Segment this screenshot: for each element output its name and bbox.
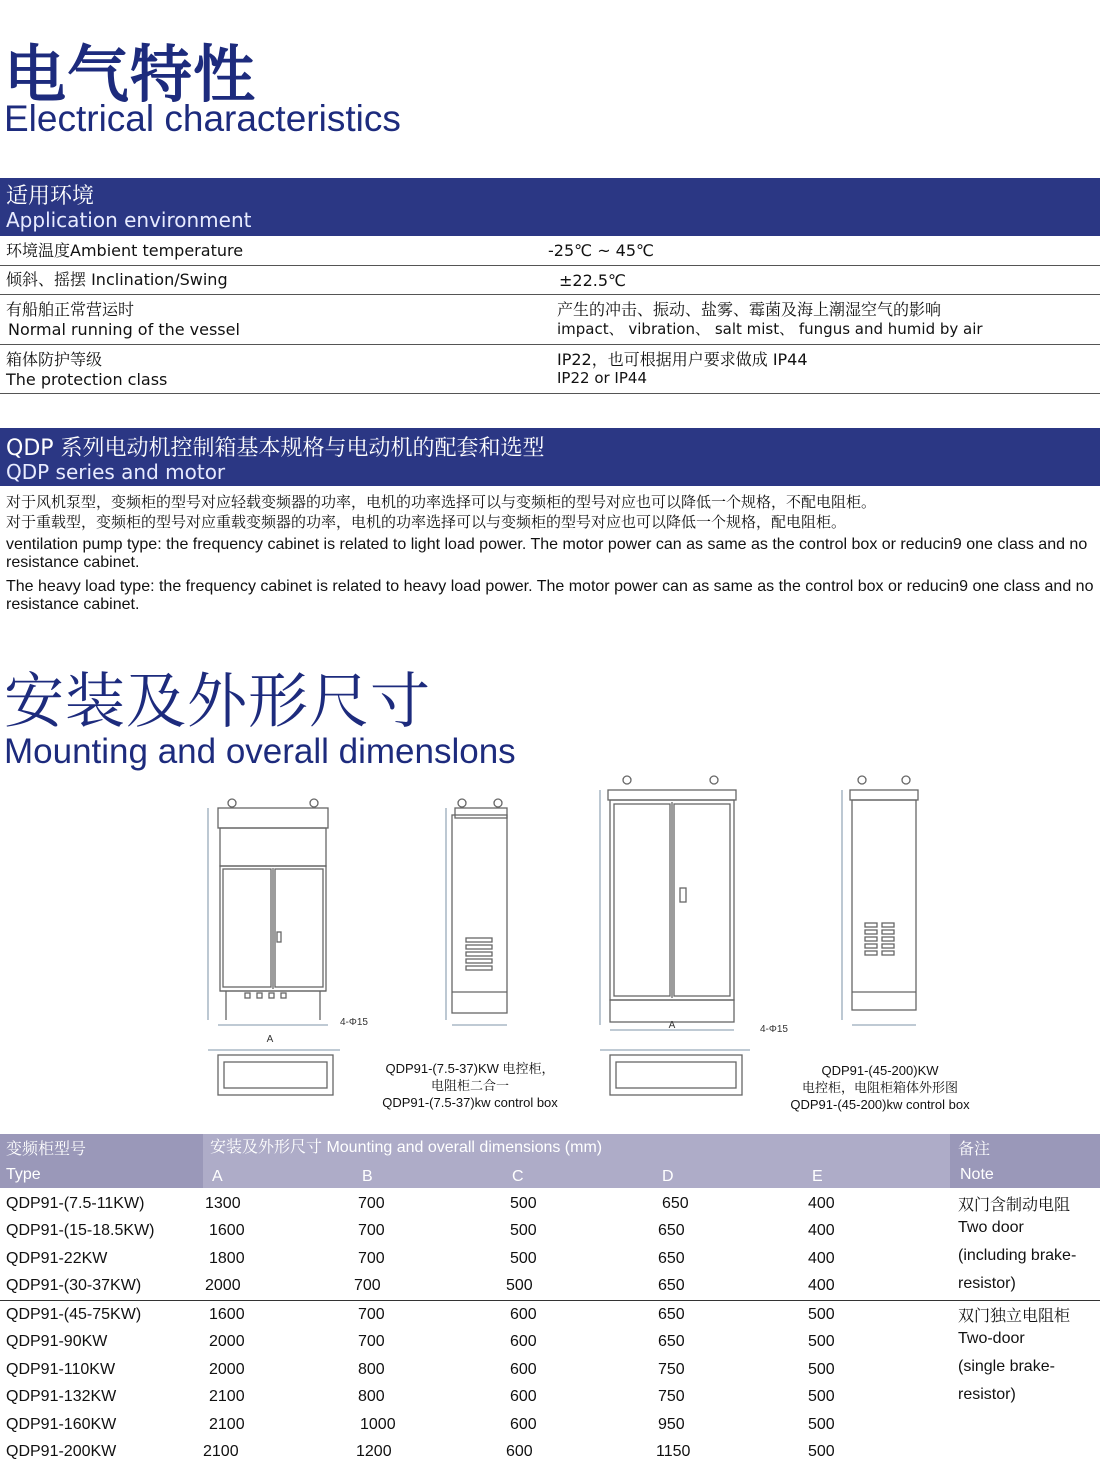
note-line: resistor): [958, 1275, 1016, 1292]
dim-label-a-large: A: [668, 1020, 676, 1031]
env-value-en: IP22 or IP44: [557, 369, 647, 387]
table-row: [0, 1442, 950, 1470]
table-row: [0, 1194, 950, 1222]
cell-c: 600: [506, 1443, 533, 1460]
cell-b: 700: [358, 1250, 385, 1267]
cabinet-side-large: [842, 776, 918, 1025]
mounting-title-cn: 安装及外形尺寸: [4, 667, 431, 737]
cell-e: 400: [808, 1195, 835, 1212]
env-key: 箱体防护等级: [6, 350, 103, 369]
table-row: [0, 1305, 950, 1333]
env-row: [0, 295, 1100, 345]
cell-d: 650: [658, 1306, 685, 1323]
cell-b: 700: [358, 1333, 385, 1350]
cell-e: 500: [808, 1333, 835, 1350]
cell-e: 500: [808, 1388, 835, 1405]
env-key: 环境温度Ambient temperature: [6, 241, 244, 260]
cell-c: 600: [510, 1416, 537, 1433]
paragraph-cn-1: 对于风机泵型，变频柜的型号对应轻载变频器的功率，电机的功率选择可以与变频柜的型号对应也可以降低一个规格，不配电阻柜。: [6, 494, 877, 511]
band-title-en: Application environment: [6, 208, 252, 232]
cell-d: 750: [658, 1361, 685, 1378]
cell-d: 650: [658, 1250, 685, 1267]
cell-e: 500: [808, 1306, 835, 1323]
cell-e: 500: [808, 1361, 835, 1378]
cell-c: 500: [510, 1195, 537, 1212]
table-header: [0, 1134, 1100, 1188]
cell-a: 2100: [209, 1388, 245, 1405]
band-title-en: QDP series and motor: [6, 460, 226, 484]
env-key-en: Normal running of the vessel: [8, 320, 240, 339]
cabinet-top-large: [600, 1050, 750, 1095]
header-col-a: A: [212, 1168, 223, 1185]
qdp-series-band: [0, 428, 1100, 486]
header-note-en: Note: [960, 1166, 994, 1183]
drawing-caption-left: [350, 1060, 590, 1111]
header-col-c: C: [512, 1168, 524, 1185]
hole-label-small: 4-Φ15: [340, 1017, 368, 1028]
cell-type: QDP91-90KW: [6, 1333, 108, 1350]
cell-type: QDP91-(7.5-11KW): [6, 1195, 145, 1212]
cell-b: 800: [358, 1361, 385, 1378]
cell-a: 2000: [209, 1333, 245, 1350]
cell-e: 400: [808, 1277, 835, 1294]
cabinet-side-small: [446, 799, 507, 1025]
cell-d: 650: [658, 1277, 685, 1294]
cabinet-top-small: [208, 1050, 340, 1095]
cell-type: QDP91-(30-37KW): [6, 1277, 142, 1294]
cell-a: 2100: [203, 1443, 239, 1460]
note-line: 双门含制动电阻: [958, 1197, 1071, 1214]
env-value: 产生的冲击、振动、盐雾、霉菌及海上潮湿空气的影响: [557, 300, 942, 319]
env-row: [0, 345, 1100, 394]
cell-a: 2100: [209, 1416, 245, 1433]
caption-line: QDP91-(45-200)kw control box: [790, 1097, 970, 1112]
header-dims: 安装及外形尺寸 Mounting and overall dimensions (mm): [210, 1139, 603, 1156]
cell-c: 600: [510, 1333, 537, 1350]
cell-d: 1150: [656, 1443, 691, 1460]
section-title-cn: 电气特性: [4, 38, 257, 111]
caption-line: 电控柜，电阻柜箱体外形图: [801, 1080, 958, 1095]
table-row: [0, 1332, 950, 1360]
note-line: resistor): [958, 1386, 1016, 1403]
cell-type: QDP91-160KW: [6, 1416, 117, 1433]
caption-line: QDP91-(45-200)KW: [821, 1063, 939, 1078]
cell-b: 800: [358, 1388, 385, 1405]
cell-b: 700: [358, 1222, 385, 1239]
cabinet-front-small: [208, 799, 328, 1025]
cell-type: QDP91-(45-75KW): [6, 1306, 142, 1323]
header-type-en: Type: [6, 1166, 41, 1183]
application-environment-band: [0, 178, 1100, 236]
header-type-cn: 变频柜型号: [6, 1141, 87, 1158]
env-key: 有船舶正常营运时: [6, 300, 135, 319]
caption-line: QDP91-(7.5-37)KW 电控柜，: [385, 1061, 555, 1076]
cell-d: 650: [658, 1222, 685, 1239]
cell-b: 700: [358, 1306, 385, 1323]
env-key: 倾斜、摇摆 Inclination/Swing: [6, 270, 228, 289]
cell-c: 600: [510, 1388, 537, 1405]
table-row: [0, 1415, 950, 1443]
cell-a: 1300: [205, 1195, 241, 1212]
table-row: [0, 1387, 950, 1415]
cell-type: QDP91-110KW: [6, 1361, 116, 1378]
caption-line: 电阻柜二合一: [430, 1078, 509, 1093]
env-key-en: The protection class: [6, 370, 168, 389]
band-title-cn: 适用环境: [6, 184, 95, 209]
cell-e: 500: [808, 1443, 835, 1460]
header-col-d: D: [662, 1168, 674, 1185]
section-title-en: Electrical characteristics: [4, 98, 401, 139]
cell-type: QDP91-200KW: [6, 1443, 117, 1460]
cell-e: 400: [808, 1222, 835, 1239]
cell-type: QDP91-22KW: [6, 1250, 108, 1267]
note-line: Two door: [958, 1219, 1024, 1236]
env-row: [0, 237, 1100, 266]
cell-c: 500: [510, 1250, 537, 1267]
env-value: IP22，也可根据用户要求做成 IP44: [557, 350, 808, 369]
cell-type: QDP91-(15-18.5KW): [6, 1222, 155, 1239]
env-value: ±22.5℃: [559, 271, 626, 290]
note-line: (single brake-: [958, 1358, 1055, 1375]
cell-b: 700: [354, 1277, 381, 1294]
cell-a: 1600: [209, 1306, 245, 1323]
cell-d: 650: [658, 1333, 685, 1350]
cell-d: 750: [658, 1388, 685, 1405]
cell-a: 1800: [209, 1250, 245, 1267]
cell-b: 1000: [360, 1416, 396, 1433]
cell-a: 1600: [209, 1222, 245, 1239]
table-row: [0, 1221, 950, 1249]
hole-label-large: 4-Φ15: [760, 1024, 788, 1035]
group-divider: [0, 1300, 1100, 1301]
env-row: [0, 266, 1100, 295]
cell-c: 500: [510, 1222, 537, 1239]
cell-a: 2000: [205, 1277, 241, 1294]
header-col-b: B: [362, 1168, 373, 1185]
caption-line: QDP91-(7.5-37)kw control box: [382, 1095, 558, 1110]
cell-e: 400: [808, 1250, 835, 1267]
dim-label-a-small: A: [266, 1034, 274, 1045]
cell-c: 600: [510, 1306, 537, 1323]
table-row: [0, 1249, 950, 1277]
dimension-table-body: [0, 1190, 1100, 1470]
cabinet-front-large: [600, 776, 736, 1030]
note-line: Two-door: [958, 1330, 1025, 1347]
note-line: (including brake-: [958, 1247, 1077, 1264]
header-col-e: E: [812, 1168, 823, 1185]
cell-c: 500: [506, 1277, 533, 1294]
paragraph-en-1: ventilation pump type: the frequency cabinet is related to light load power. The motor power can as same as the control box or reducin9 one class and no resistance cabinet.: [6, 536, 1088, 571]
cell-b: 700: [358, 1195, 385, 1212]
note-line: 双门独立电阻柜: [958, 1308, 1071, 1325]
paragraph-en-2: The heavy load type: the frequency cabinet is related to heavy load power. The motor power can as same as the control box or reducin9 one class and no resistance cabinet.: [6, 578, 1094, 613]
band-title-cn: QDP 系列电动机控制箱基本规格与电动机的配套和选型: [6, 436, 545, 461]
note-group-1: [958, 1192, 1076, 1298]
cell-a: 2000: [209, 1361, 245, 1378]
mounting-title-en: Mounting and overall dimenslons: [4, 732, 516, 771]
env-value: -25℃ ~ 45℃: [548, 241, 655, 260]
table-row: [0, 1360, 950, 1388]
drawing-caption-right: [760, 1062, 1000, 1113]
paragraph-cn-2: 对于重载型，变频柜的型号对应重载变频器的功率，电机的功率选择可以与变频柜的型号对应也可以降低一个规格，配电阻柜。: [6, 514, 847, 531]
cell-type: QDP91-132KW: [6, 1388, 117, 1405]
cell-b: 1200: [356, 1443, 392, 1460]
note-group-2: [958, 1303, 1070, 1409]
cell-d: 650: [662, 1195, 689, 1212]
env-value-en: impact、 vibration、 salt mist、 fungus and humid by air: [557, 320, 983, 338]
cell-d: 950: [658, 1416, 685, 1433]
cell-e: 500: [808, 1416, 835, 1433]
cell-c: 600: [510, 1361, 537, 1378]
header-note-cn: 备注: [958, 1141, 991, 1158]
